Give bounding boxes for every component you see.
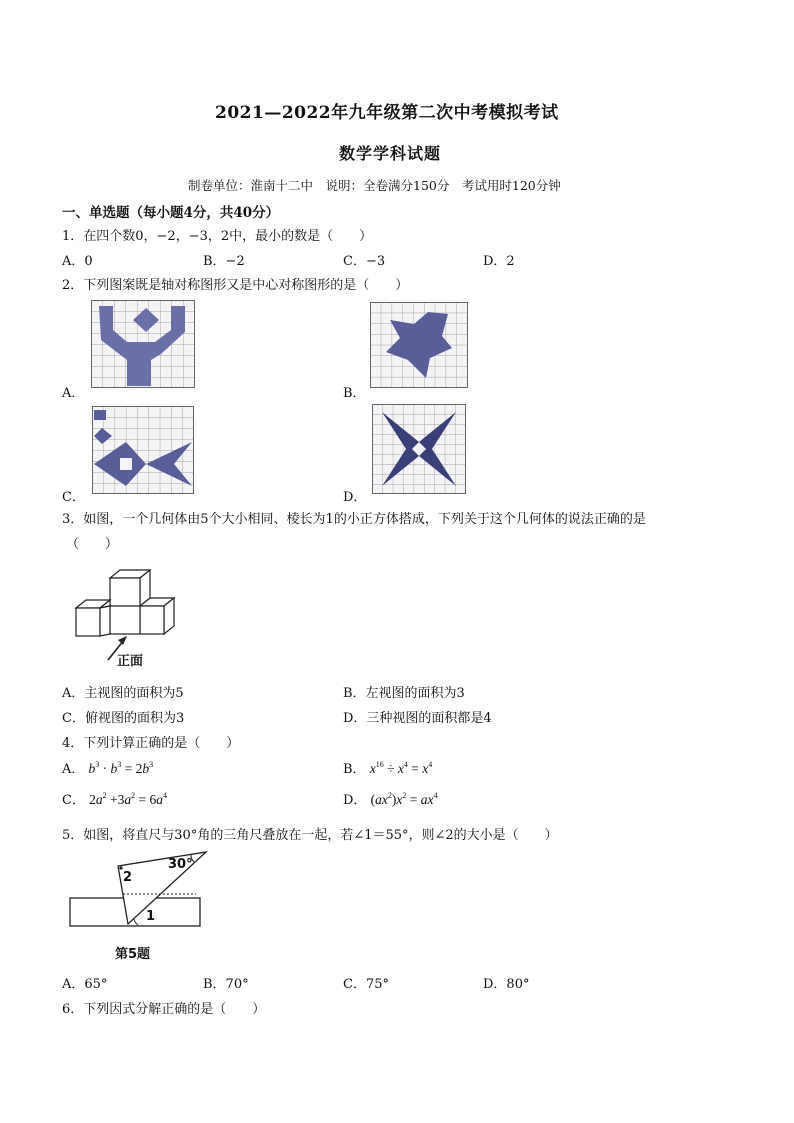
q3-option-d: D．三种视图的面积都是4 <box>343 711 492 726</box>
q5-option-c: C．75° <box>343 977 389 992</box>
q3-option-a: A．主视图的面积为5 <box>62 686 184 701</box>
section-heading: 一、单选题（每小题4分，共40分） <box>62 205 280 221</box>
question-3-stem: 3．如图，一个几何体由5个大小相同、棱长为1的小正方体搭成，下列关于这个几何体的说法正确的是 <box>62 512 646 527</box>
question-6-stem: 6．下列因式分解正确的是（ ） <box>62 1002 266 1017</box>
question-5-stem: 5．如图，将直尺与30°角的三角尺叠放在一起，若∠1＝55°，则∠2的大小是（ ） <box>62 828 558 843</box>
q5-option-d: D．80° <box>483 977 530 992</box>
q4-option-a-letter: A． <box>62 762 85 777</box>
q2-figure-d <box>372 404 466 494</box>
q5-figure-caption: 第5题 <box>115 947 151 962</box>
q3-option-b: B．左视图的面积为3 <box>343 686 465 701</box>
q4-option-d-formula: $(ax^2)x^2 = ax^4$ <box>370 791 438 807</box>
q2-option-d: D． <box>343 490 367 505</box>
question-3-stem-cont: （ ） <box>66 537 119 552</box>
q4-option-c <box>62 789 167 808</box>
q4-option-a-formula: $b^3 \cdot b^3 = 2b^3$ <box>88 760 154 776</box>
q2-figure-a <box>91 300 195 388</box>
q2-option-a: A． <box>62 386 85 401</box>
question-2-stem: 2．下列图案既是轴对称图形又是中心对称图形的是（ ） <box>62 278 409 293</box>
q2-figure-b <box>370 302 468 388</box>
q4-option-c-formula: $2a^2 +3a^2 = 6a^4$ <box>89 791 167 807</box>
q4-option-b-letter: B． <box>343 762 366 777</box>
q2-figure-c <box>92 406 194 494</box>
exam-info: 制卷单位：淮南十二中 说明：全卷满分150分 考试用时120分钟 <box>188 178 561 193</box>
q5-option-b: B．70° <box>203 977 249 992</box>
exam-title: 2021—2022年九年级第二次中考模拟考试 <box>215 103 559 123</box>
q4-option-a <box>62 758 153 777</box>
question-4-stem: 4．下列计算正确的是（ ） <box>62 736 240 751</box>
q2-option-c: C． <box>62 490 85 505</box>
q4-option-c-letter: C． <box>62 793 85 808</box>
exam-subtitle: 数学学科试题 <box>339 144 442 163</box>
q4-option-d <box>343 789 437 808</box>
q4-option-d-letter: D． <box>343 793 367 808</box>
question-1-stem: 1．在四个数0，−2，−3，2中，最小的数是（ ） <box>62 229 373 244</box>
q5-angle-1-label: 1 <box>146 909 156 924</box>
q1-option-c: C．−3 <box>343 254 386 269</box>
q5-angle-2-label: 2 <box>123 870 133 885</box>
q4-option-b-formula: $x^{16} \div x^4 = x^4$ <box>369 760 433 776</box>
q1-option-a: A．0 <box>62 254 93 269</box>
q1-option-d: D．2 <box>483 254 515 269</box>
q5-option-a: A．65° <box>62 977 108 992</box>
q4-option-b <box>343 758 432 777</box>
q5-angle-30-label: 30° <box>168 857 193 872</box>
q1-option-b: B．−2 <box>203 254 245 269</box>
q3-option-c: C．俯视图的面积为3 <box>62 711 185 726</box>
q3-front-label: 正面 <box>117 654 144 669</box>
q2-option-b: B． <box>343 386 366 401</box>
